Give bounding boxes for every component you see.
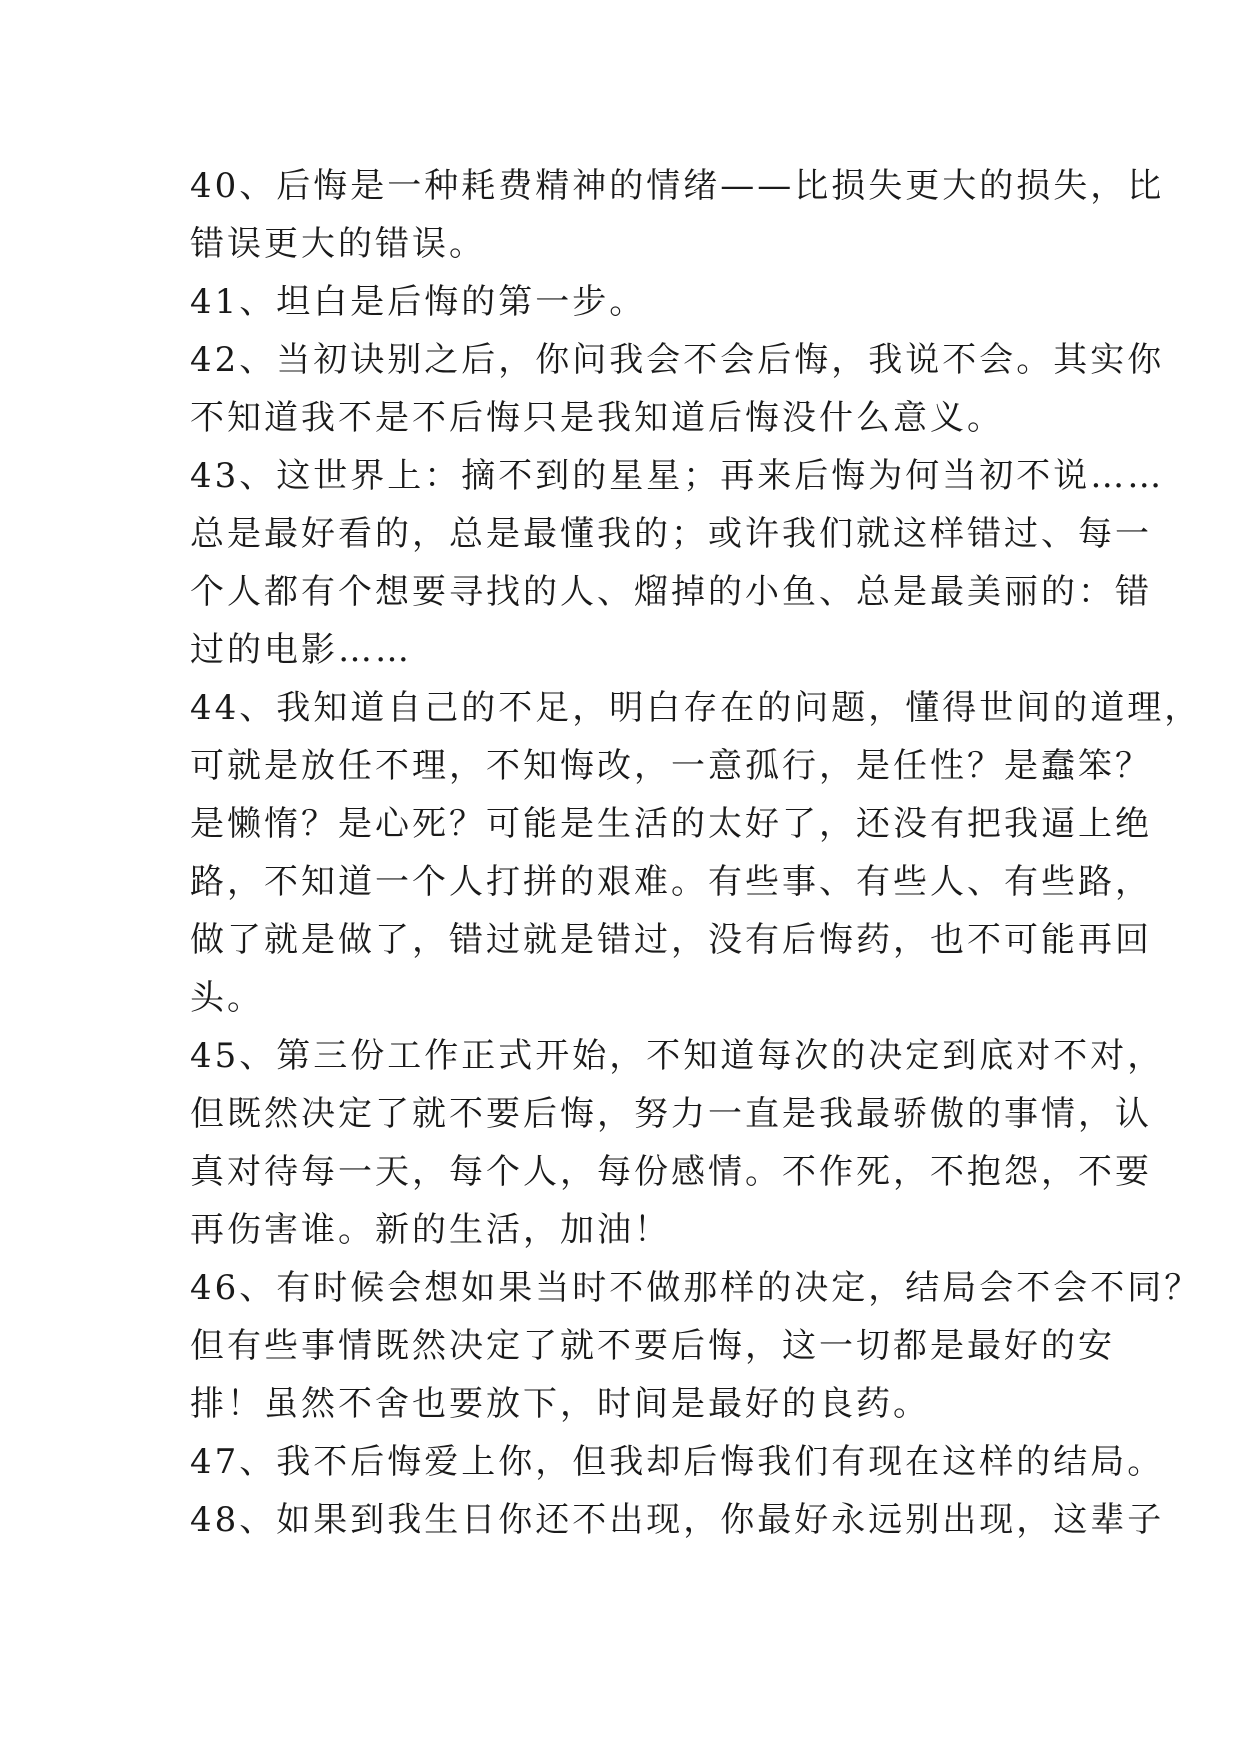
text-line: 48、如果到我生日你还不出现，你最好永远别出现，这辈子 [190, 1500, 1165, 1540]
text-line: 总是最好看的，总是最懂我的；或许我们就这样错过、每一 [190, 514, 1152, 554]
text-line: 头。 [190, 978, 264, 1018]
text-line: 错误更大的错误。 [190, 224, 486, 264]
document-body [190, 157, 1202, 1549]
text-line: 过的电影…… [190, 630, 412, 670]
text-line: 真对待每一天，每个人，每份感情。不作死，不抱怨，不要 [190, 1152, 1152, 1192]
text-line: 40、后悔是一种耗费精神的情绪——比损失更大的损失，比 [190, 166, 1165, 206]
text-line: 41、坦白是后悔的第一步。 [190, 282, 647, 322]
text-line: 不知道我不是不后悔只是我知道后悔没什么意义。 [190, 398, 1004, 438]
text-line: 个人都有个想要寻找的人、熘掉的小鱼、总是最美丽的：错 [190, 572, 1152, 612]
text-line: 可就是放任不理，不知悔改，一意孤行，是任性？是蠢笨？ [190, 746, 1152, 786]
text-line: 42、当初诀别之后，你问我会不会后悔，我说不会。其实你 [190, 340, 1165, 380]
text-line: 46、有时候会想如果当时不做那样的决定，结局会不会不同？ [190, 1268, 1202, 1308]
text-line: 44、我知道自己的不足，明白存在的问题，懂得世间的道理， [190, 688, 1202, 728]
text-line: 再伤害谁。新的生活，加油！ [190, 1210, 671, 1250]
text-line: 45、第三份工作正式开始，不知道每次的决定到底对不对， [190, 1036, 1165, 1076]
text-line: 但有些事情既然决定了就不要后悔，这一切都是最好的安 [190, 1326, 1115, 1366]
text-line: 47、我不后悔爱上你，但我却后悔我们有现在这样的结局。 [190, 1442, 1165, 1482]
text-line: 排！虽然不舍也要放下，时间是最好的良药。 [190, 1384, 930, 1424]
text-line: 路，不知道一个人打拼的艰难。有些事、有些人、有些路， [190, 862, 1152, 902]
text-line: 做了就是做了，错过就是错过，没有后悔药，也不可能再回 [190, 920, 1152, 960]
text-line: 是懒惰？是心死？可能是生活的太好了，还没有把我逼上绝 [190, 804, 1152, 844]
text-line: 43、这世界上：摘不到的星星；再来后悔为何当初不说…… [190, 456, 1165, 496]
text-line: 但既然决定了就不要后悔，努力一直是我最骄傲的事情，认 [190, 1094, 1152, 1134]
